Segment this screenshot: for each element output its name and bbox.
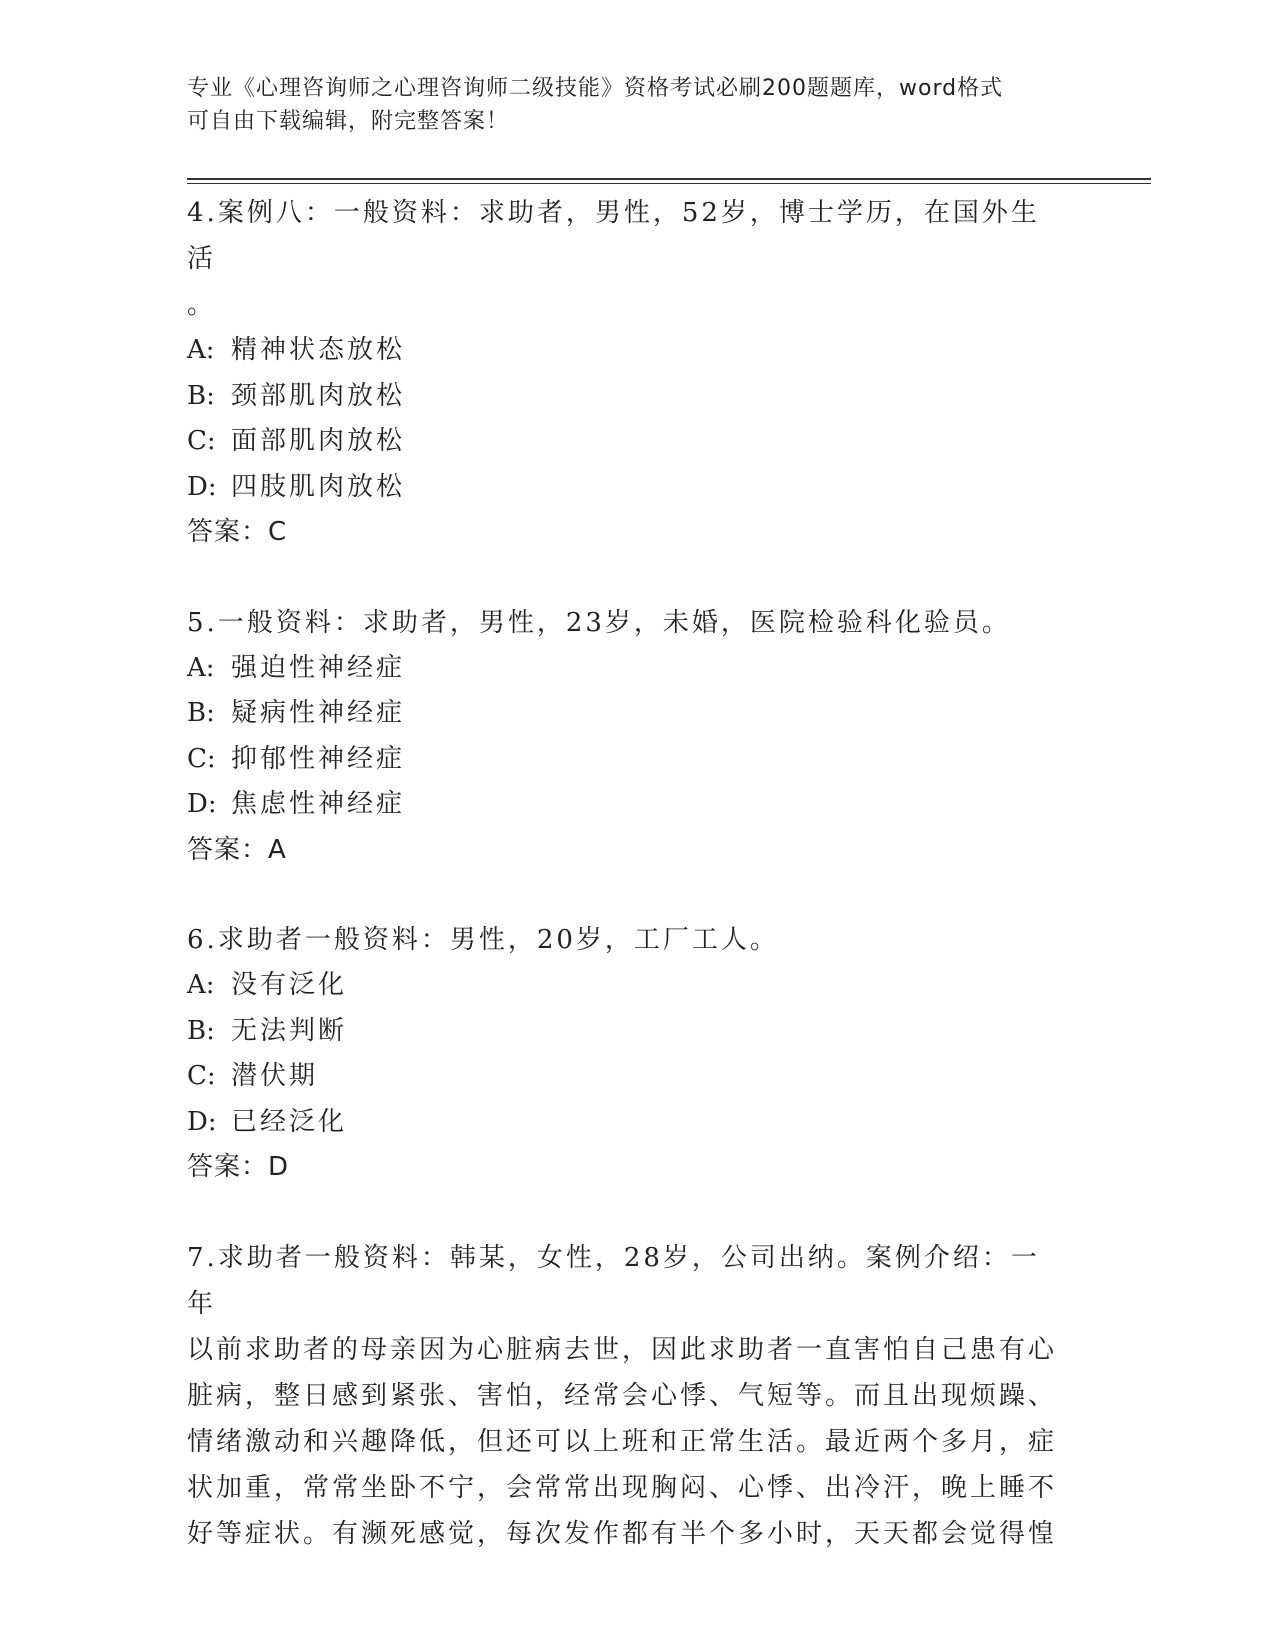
option-d [187,465,1067,511]
option-c [187,737,1067,783]
option-text: 面部肌肉放松 [231,426,406,456]
question-text: 求助者一般资料：男性，20岁，工厂工人。 [217,925,779,955]
option-key: C: [187,743,216,774]
question-6-stem [187,917,1067,963]
question-text: 一般资料：求助者，男性，23岁，未婚，医院检验科化验员。 [217,607,1011,638]
spacer [187,1191,1067,1235]
option-text: 已经泛化 [231,1106,348,1137]
option-key: B: [187,1015,215,1046]
option-key: A: [187,335,215,365]
option-key: B: [187,380,215,411]
option-text: 四肢肌肉放松 [231,471,406,502]
option-c [187,419,1067,465]
option-text: 无法判断 [231,1015,348,1046]
header-divider-thick [187,178,1151,180]
spacer [187,873,1067,917]
option-key: D: [187,471,217,502]
question-text: 案例八：一般资料：求助者，男性，52岁，博士学历，在国外生活 [187,198,1040,274]
option-d [187,782,1067,828]
question-7-line-1 [187,1235,1067,1327]
option-a [187,328,1067,374]
question-7-line-4: 情绪激动和兴趣降低，但还可以上班和正常生活。最近两个多月，症 [187,1426,1058,1457]
option-text: 潜伏期 [231,1061,319,1091]
option-b [187,374,1067,420]
option-text: 疑病性神经症 [231,698,406,728]
option-text: 没有泛化 [231,970,348,1000]
option-key: D: [187,1106,217,1137]
option-a [187,646,1067,692]
header-divider-thin [187,183,1151,184]
option-b [187,691,1067,737]
option-text: 强迫性神经症 [231,652,406,683]
option-a [187,963,1067,1009]
option-text: 焦虑性神经症 [231,789,406,819]
question-7-line-2: 以前求助者的母亲因为心脏病去世，因此求助者一直害怕自己患有心 [187,1334,1058,1365]
option-key: B: [187,698,215,728]
question-7-line-3: 脏病，整日感到紧张、害怕，经常会心悸、气短等。而且出现烦躁、 [187,1380,1058,1411]
question-number: 6. [187,925,218,955]
question-5 [187,600,1067,874]
document-header [187,72,1067,138]
option-c [187,1054,1067,1100]
question-6-answer: 答案：D [187,1152,290,1182]
question-4-answer: 答案：C [187,517,288,547]
spacer [187,556,1067,600]
question-7-line-5: 状加重，常常坐卧不宁，会常常出现胸闷、心悸、出冷汗，晚上睡不 [187,1472,1058,1503]
option-key: C: [187,426,216,456]
question-7-line-6: 好等症状。有濒死感觉，每次发作都有半个多小时，天天都会觉得惶 [187,1518,1058,1549]
header-title-line-1: 专业《心理咨询师之心理咨询师二级技能》资格考试必刷200题题库，word格式 [187,76,1004,101]
question-4-stem-continued: 。 [187,290,217,320]
option-key: A: [187,652,215,683]
question-4-stem [187,190,1067,282]
question-5-stem [187,600,1067,646]
question-5-answer: 答案：A [187,834,287,865]
option-text: 精神状态放松 [231,335,406,365]
question-number: 5. [187,607,218,638]
option-d [187,1100,1067,1146]
option-b [187,1009,1067,1055]
question-list [187,190,1067,1557]
question-number: 4. [187,198,218,228]
option-key: A: [187,970,215,1000]
option-key: D: [187,789,217,819]
question-number: 7. [187,1242,218,1273]
option-text: 抑郁性神经症 [231,743,406,774]
option-text: 颈部肌肉放松 [231,380,406,411]
question-4 [187,190,1067,556]
question-6 [187,917,1067,1191]
option-key: C: [187,1061,216,1091]
question-text: 求助者一般资料：韩某，女性，28岁，公司出纳。案例介绍：一年 [187,1242,1040,1319]
header-title-line-2: 可自由下载编辑，附完整答案！ [187,109,510,134]
question-7 [187,1235,1067,1557]
